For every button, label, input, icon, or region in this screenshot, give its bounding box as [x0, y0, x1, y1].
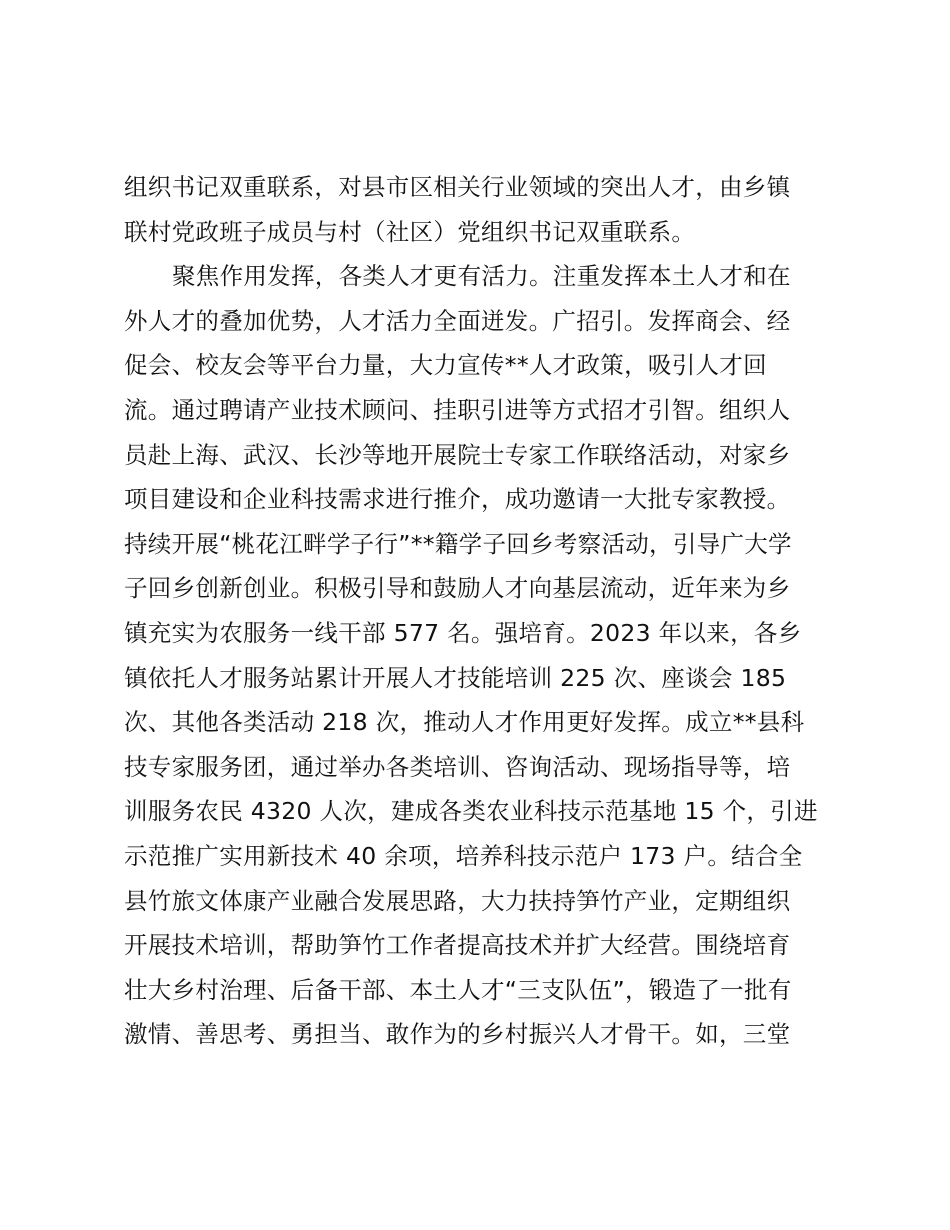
text-line: 员赴上海、武汉、长沙等地开展院士专家工作联络活动，对家乡: [124, 440, 791, 469]
text-line: 子回乡创新创业。积极引导和鼓励人才向基层流动，近年来为乡: [124, 574, 791, 603]
text-line: 训服务农民 4320 人次，建成各类农业科技示范基地 15 个，引进: [124, 797, 818, 826]
text-line: 组织书记双重联系，对县市区相关行业领域的突出人才，由乡镇: [124, 173, 791, 201]
text-line: 持续开展“桃花江畔学子行”**籍学子回乡考察活动，引导广大学: [124, 529, 792, 558]
text-line: 次、其他各类活动 218 次，推动人才作用更好发挥。成立**县科: [124, 708, 805, 737]
text-line: 联村党政班子成员与村（社区）党组织书记双重联系。: [124, 217, 696, 246]
text-line: 激情、善思考、勇担当、敢作为的乡村振兴人才骨干。如，三堂: [124, 1020, 791, 1049]
text-line: 流。通过聘请产业技术顾问、挂职引进等方式招才引智。组织人: [124, 395, 791, 424]
text-line: 促会、校友会等平台力量，大力宣传**人才政策，吸引人才回: [124, 351, 767, 380]
text-line: 项目建设和企业科技需求进行推介，成功邀请一大批专家教授。: [124, 485, 791, 514]
text-line: 外人才的叠加优势，人才活力全面迸发。广招引。发挥商会、经: [124, 306, 791, 335]
text-line: 县竹旅文体康产业融合发展思路，大力扶持笋竹产业，定期组织: [124, 886, 791, 915]
text-line: 示范推广实用新技术 40 余项，培养科技示范户 173 户。结合全: [124, 841, 803, 870]
text-line: 技专家服务团，通过举办各类培训、咨询活动、现场指导等，培: [124, 752, 791, 781]
text-line: 镇充实为农服务一线干部 577 名。强培育。2023 年以来，各乡: [124, 618, 802, 647]
text-line: 开展技术培训，帮助笋竹工作者提高技术并扩大经营。围绕培育: [124, 931, 791, 960]
body-text: [124, 165, 844, 1057]
paragraph-first-line: 聚焦作用发挥，各类人才更有活力。注重发挥本土人才和在: [172, 262, 791, 291]
text-line: 壮大乡村治理、后备干部、本土人才“三支队伍”，锻造了一批有: [124, 975, 792, 1004]
text-line: 镇依托人才服务站累计开展人才技能培训 225 次、座谈会 185: [124, 663, 787, 692]
